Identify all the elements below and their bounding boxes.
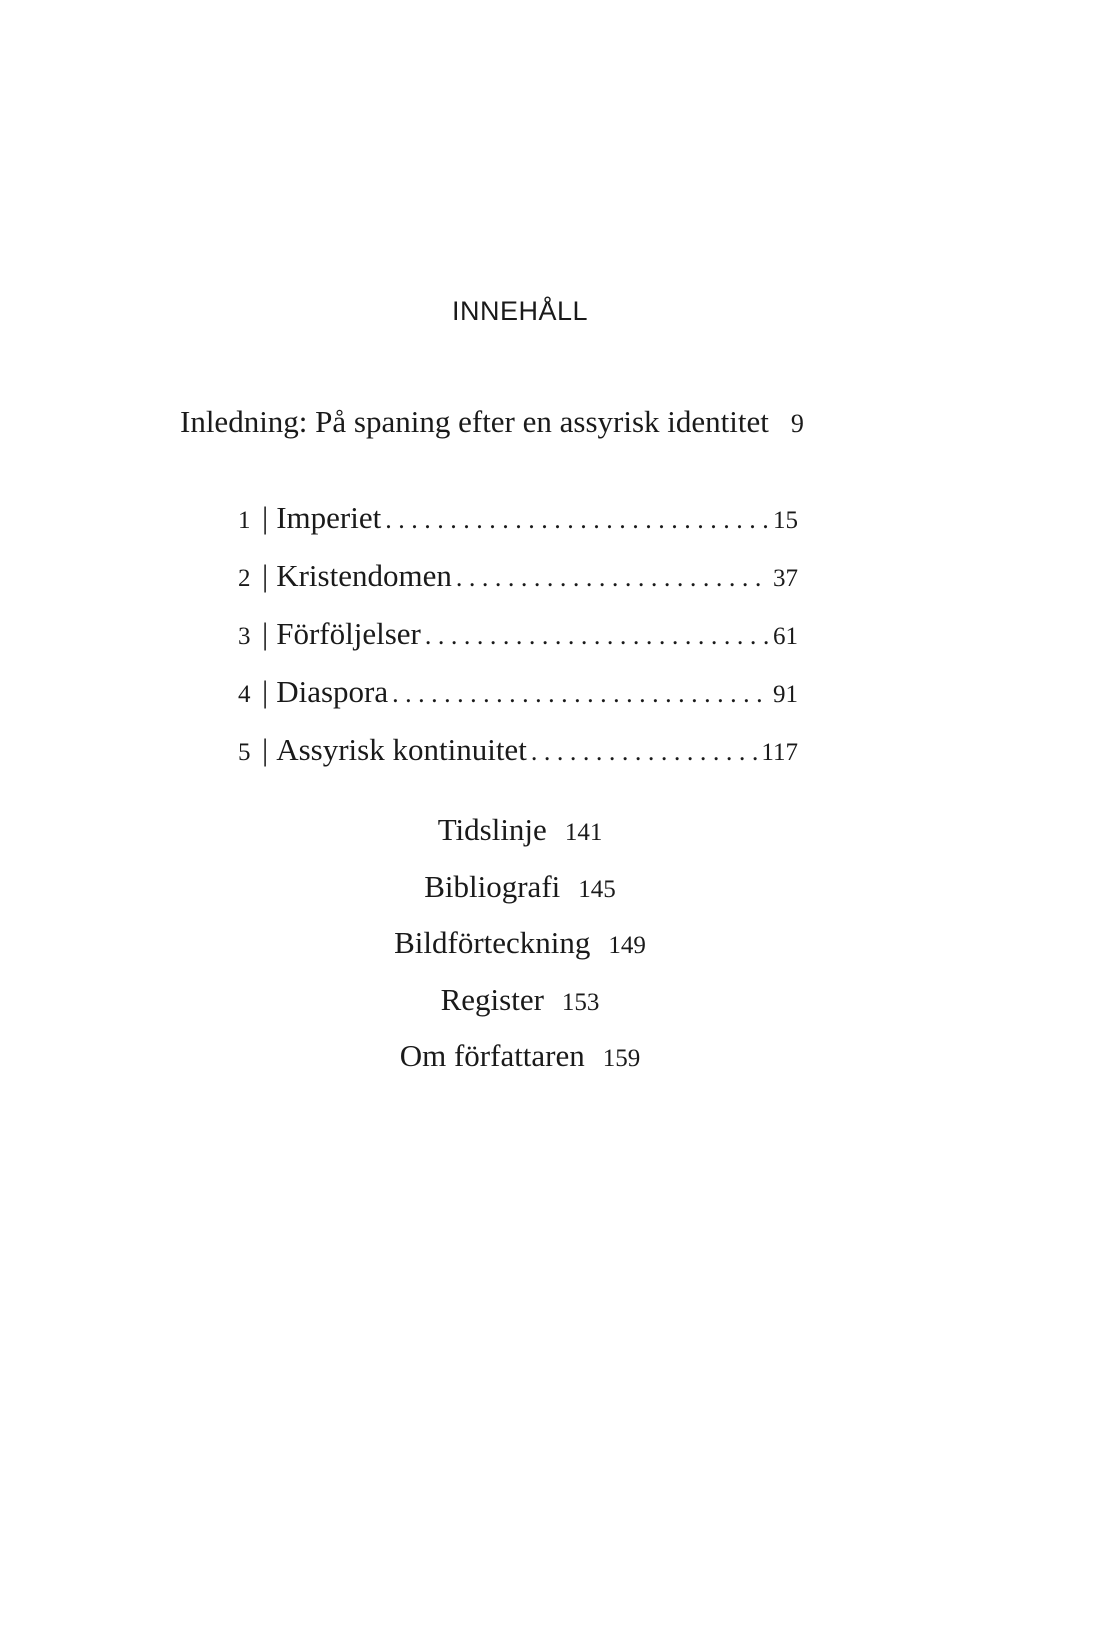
- backmatter-page-number: 141: [564, 819, 603, 846]
- chapter-entry[interactable]: [238, 732, 798, 790]
- chapter-separator: |: [262, 500, 269, 535]
- dot-leader: [456, 563, 769, 593]
- chapter-page-number: 61: [773, 623, 798, 650]
- chapter-entry[interactable]: [238, 558, 798, 616]
- backmatter-entry[interactable]: [0, 869, 1040, 926]
- toc-intro-entry[interactable]: [180, 404, 870, 440]
- chapter-entry[interactable]: [238, 674, 798, 732]
- chapter-title: Diaspora: [276, 674, 389, 709]
- chapter-number: 4: [238, 681, 251, 708]
- chapter-page-number: 15: [773, 507, 798, 534]
- backmatter-list: [0, 812, 1040, 1095]
- chapter-separator: |: [262, 732, 269, 767]
- backmatter-title: Register: [440, 981, 544, 1017]
- chapter-title: Imperiet: [276, 500, 382, 535]
- chapter-page-number: 91: [773, 681, 798, 708]
- chapter-number: 1: [238, 507, 251, 534]
- dot-leader: [385, 505, 769, 535]
- backmatter-page-number: 159: [602, 1045, 641, 1072]
- chapter-number: 3: [238, 623, 251, 650]
- backmatter-title: Tidslinje: [437, 812, 547, 847]
- chapter-separator: |: [262, 674, 269, 709]
- chapter-number: 2: [238, 565, 251, 592]
- chapter-entry[interactable]: [238, 500, 798, 558]
- chapter-separator: |: [262, 616, 269, 651]
- intro-title: Inledning: På spaning efter en assyrisk identitet: [180, 404, 769, 439]
- dot-leader: [531, 737, 758, 767]
- backmatter-title: Om författaren: [399, 1038, 585, 1073]
- backmatter-page-number: 153: [561, 988, 600, 1016]
- dot-leader: [425, 621, 769, 651]
- backmatter-title: Bildförteckning: [394, 925, 591, 960]
- backmatter-page-number: 145: [578, 875, 616, 903]
- chapter-entry[interactable]: [238, 616, 798, 674]
- dot-leader: [392, 679, 769, 709]
- chapter-page-number: 37: [773, 565, 798, 592]
- chapter-list: [238, 500, 798, 790]
- chapter-title: Kristendomen: [276, 558, 452, 593]
- chapter-separator: |: [262, 558, 269, 593]
- intro-page-number: 9: [790, 409, 804, 438]
- backmatter-entry[interactable]: [0, 982, 1040, 1039]
- backmatter-entry[interactable]: [0, 925, 1040, 982]
- chapter-title: Förföljelser: [276, 616, 421, 651]
- chapter-title: Assyrisk kontinuitet: [276, 732, 527, 767]
- backmatter-title: Bibliografi: [424, 868, 561, 904]
- page-title: INNEHÅLL: [451, 296, 589, 326]
- backmatter-entry[interactable]: [0, 812, 1040, 869]
- chapter-number: 5: [238, 739, 251, 766]
- backmatter-page-number: 149: [608, 932, 646, 959]
- chapter-page-number: 117: [761, 739, 798, 766]
- backmatter-entry[interactable]: [0, 1038, 1040, 1095]
